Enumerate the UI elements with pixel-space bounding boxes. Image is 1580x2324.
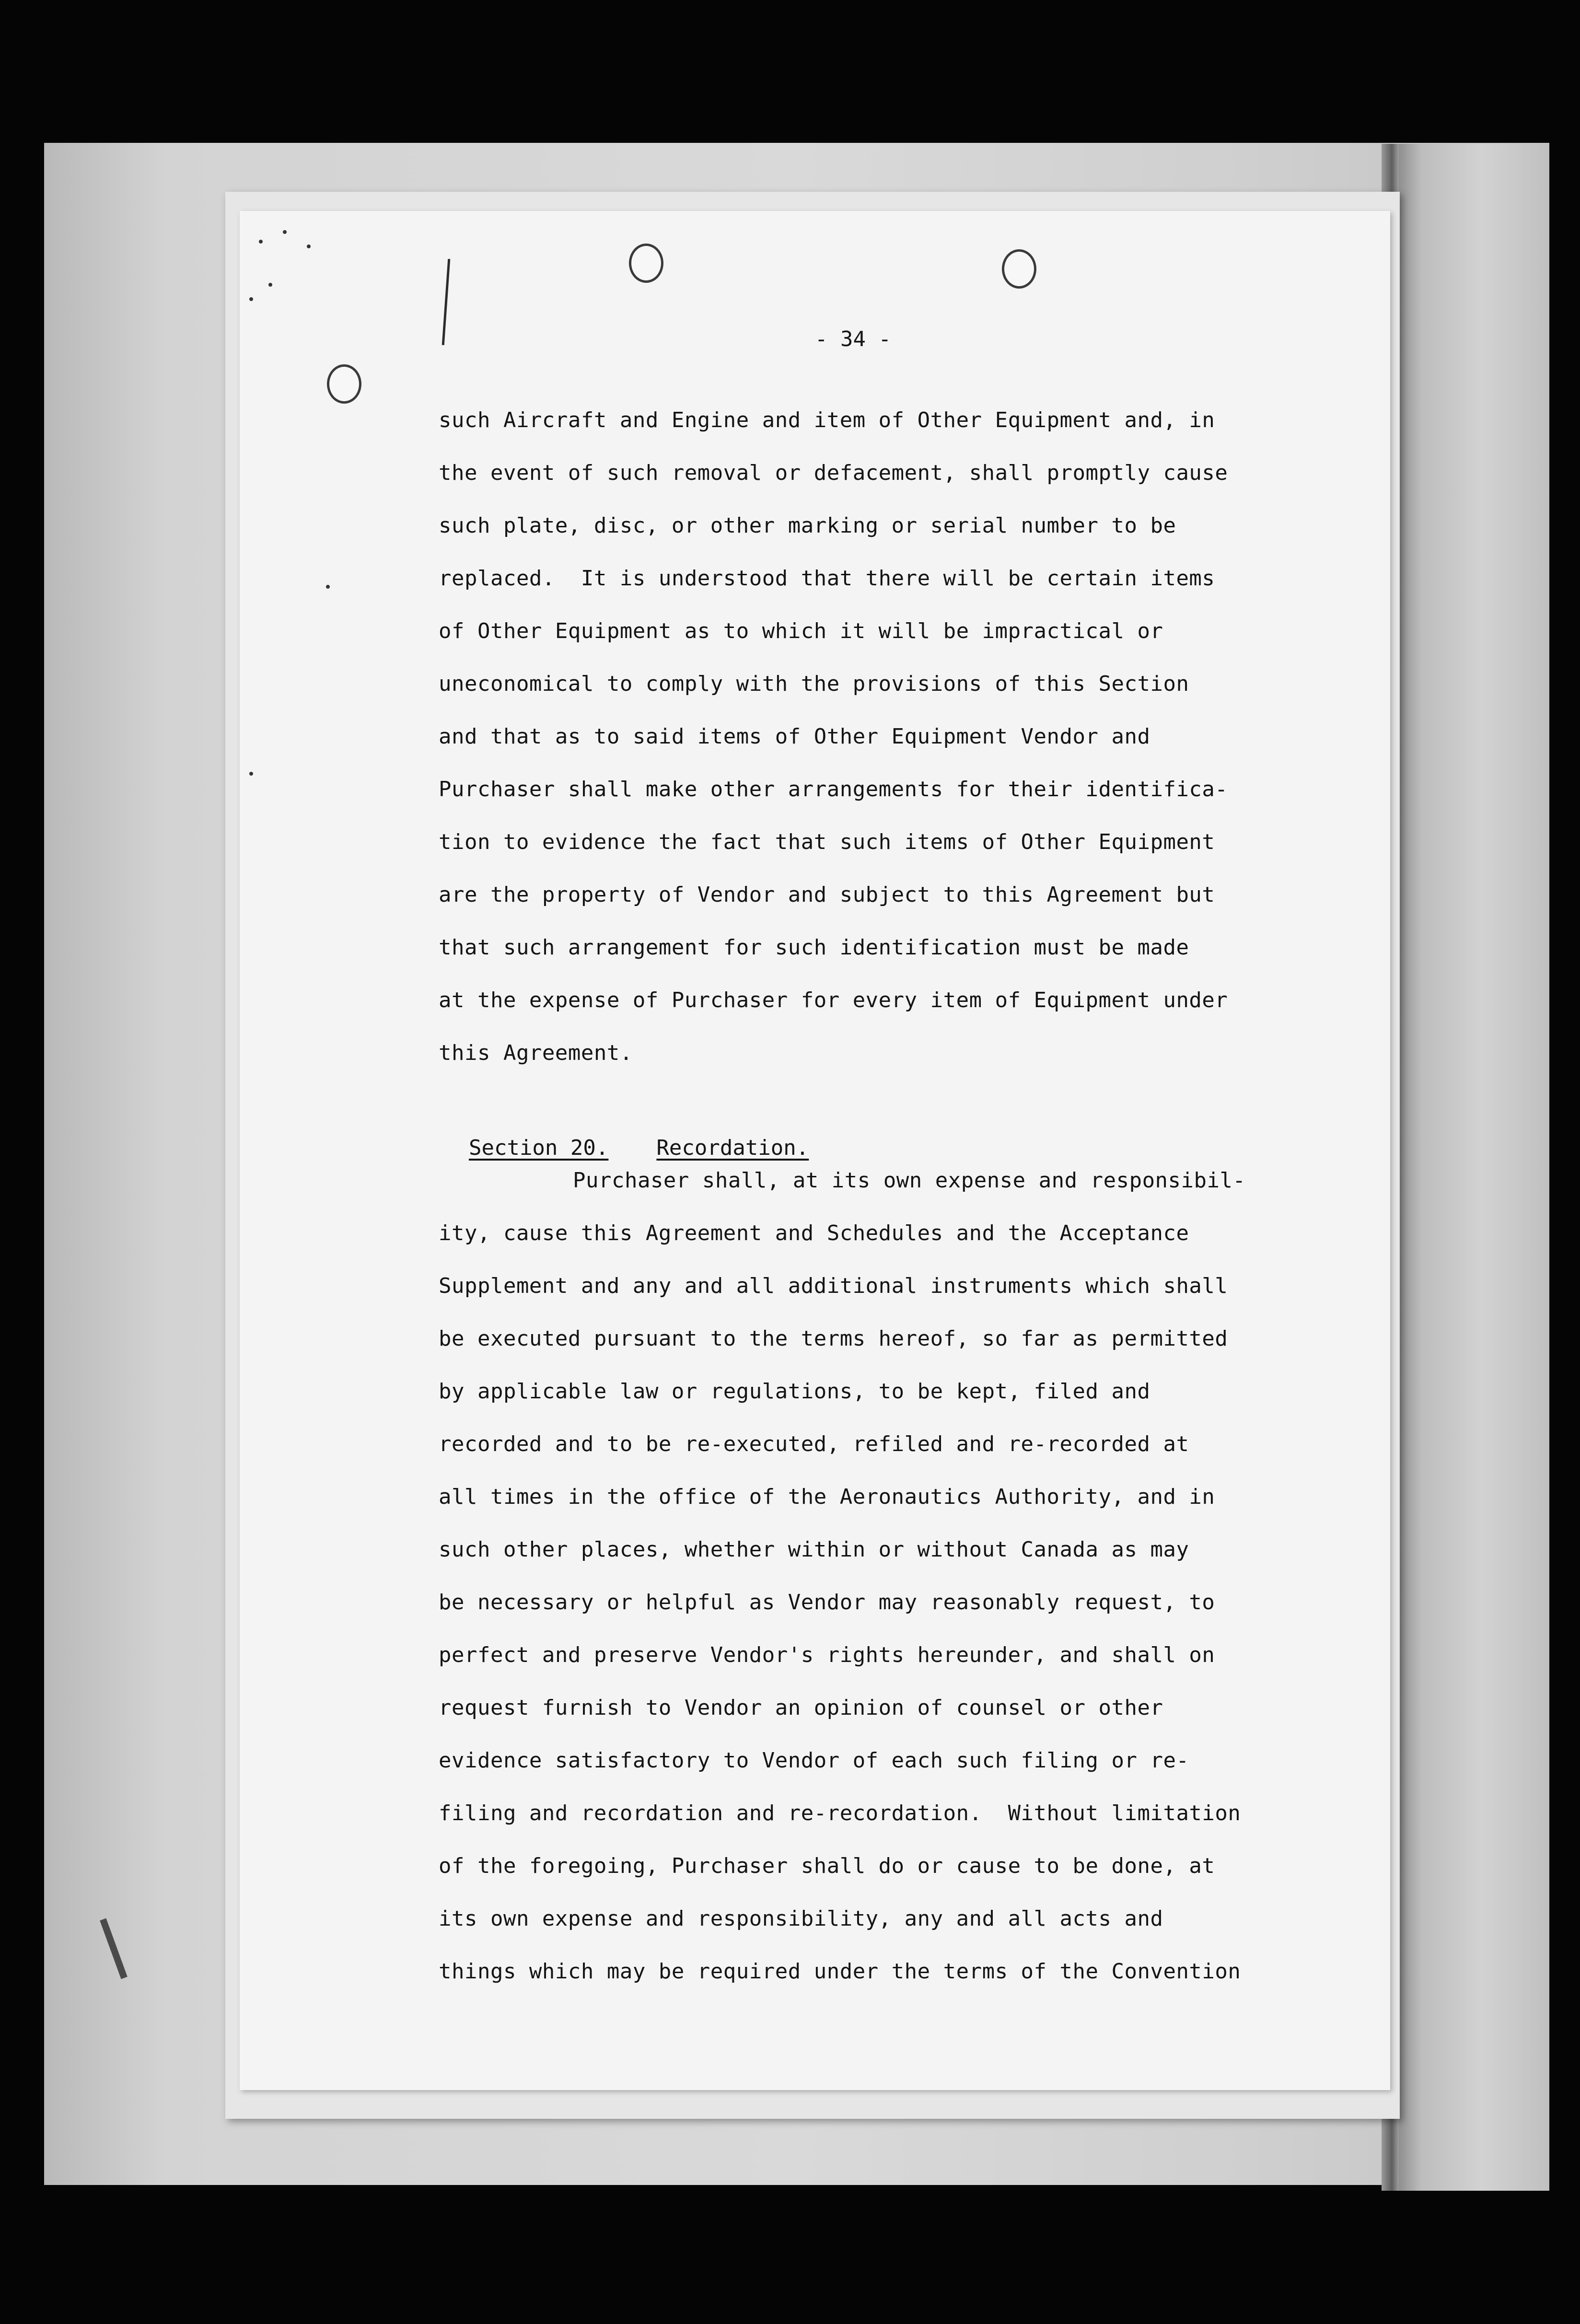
text-line: its own expense and responsibility, any and all acts and	[439, 1906, 1163, 1931]
page-number: - 34 -	[815, 327, 891, 351]
text-line: of the foregoing, Purchaser shall do or cause to be done, at	[439, 1854, 1215, 1878]
punch-hole-2	[1002, 249, 1036, 289]
text-line: be executed pursuant to the terms hereof, so far as permitted	[439, 1326, 1228, 1351]
punch-hole-1	[629, 244, 663, 283]
text-line: and that as to said items of Other Equipment Vendor and	[439, 724, 1150, 749]
text-line: by applicable law or regulations, to be kept, filed and	[439, 1379, 1150, 1404]
text-line: perfect and preserve Vendor's rights hereunder, and shall on	[439, 1643, 1215, 1667]
text-line: Purchaser shall, at its own expense and responsibil-	[573, 1168, 1246, 1193]
text-line: the event of such removal or defacement, shall promptly cause	[439, 461, 1228, 485]
text-line: evidence satisfactory to Vendor of each such filing or re-	[439, 1748, 1189, 1773]
text-line: Supplement and any and all additional instruments which shall	[439, 1274, 1228, 1298]
section-number: Section 20.	[468, 1136, 609, 1160]
paragraph-2	[439, 1154, 1393, 1998]
text-line: things which may be required under the terms of the Convention	[439, 1959, 1241, 1984]
text-line: uneconomical to comply with the provisions of this Section	[439, 672, 1189, 696]
text-line: such Aircraft and Engine and item of Other Equipment and, in	[439, 408, 1215, 432]
folder-edge	[1399, 144, 1549, 2191]
text-line: Purchaser shall make other arrangements for their identifica-	[439, 777, 1228, 802]
speck	[249, 297, 253, 301]
speck	[283, 230, 287, 234]
speck	[268, 283, 272, 287]
text-line: tion to evidence the fact that such items of Other Equipment	[439, 830, 1215, 854]
text-line: that such arrangement for such identification must be made	[439, 935, 1189, 960]
text-line: are the property of Vendor and subject to this Agreement but	[439, 883, 1215, 907]
speck	[326, 585, 330, 589]
text-line: all times in the office of the Aeronautics Authority, and in	[439, 1485, 1215, 1509]
paragraph-1	[439, 394, 1393, 1080]
text-line: at the expense of Purchaser for every item of Equipment under	[439, 988, 1228, 1012]
text-line: ity, cause this Agreement and Schedules and the Acceptance	[439, 1221, 1189, 1245]
punch-hole-3	[327, 364, 361, 404]
text-line: replaced. It is understood that there will be certain items	[439, 566, 1215, 591]
text-line: this Agreement.	[439, 1041, 633, 1065]
section-heading	[443, 1111, 809, 1160]
text-line: be necessary or helpful as Vendor may reasonably request, to	[439, 1590, 1215, 1615]
speck	[307, 244, 311, 248]
text-line: recorded and to be re-executed, refiled and re-recorded at	[439, 1432, 1189, 1456]
text-line: request furnish to Vendor an opinion of counsel or other	[439, 1696, 1163, 1720]
text-line: filing and recordation and re-recordation. Without limitation	[439, 1801, 1241, 1825]
text-line: such plate, disc, or other marking or serial number to be	[439, 513, 1176, 538]
section-title: Recordation.	[656, 1136, 809, 1160]
speck	[259, 240, 263, 244]
speck	[249, 772, 253, 776]
text-line: such other places, whether within or without Canada as may	[439, 1537, 1189, 1562]
text-line: of Other Equipment as to which it will be impractical or	[439, 619, 1163, 643]
